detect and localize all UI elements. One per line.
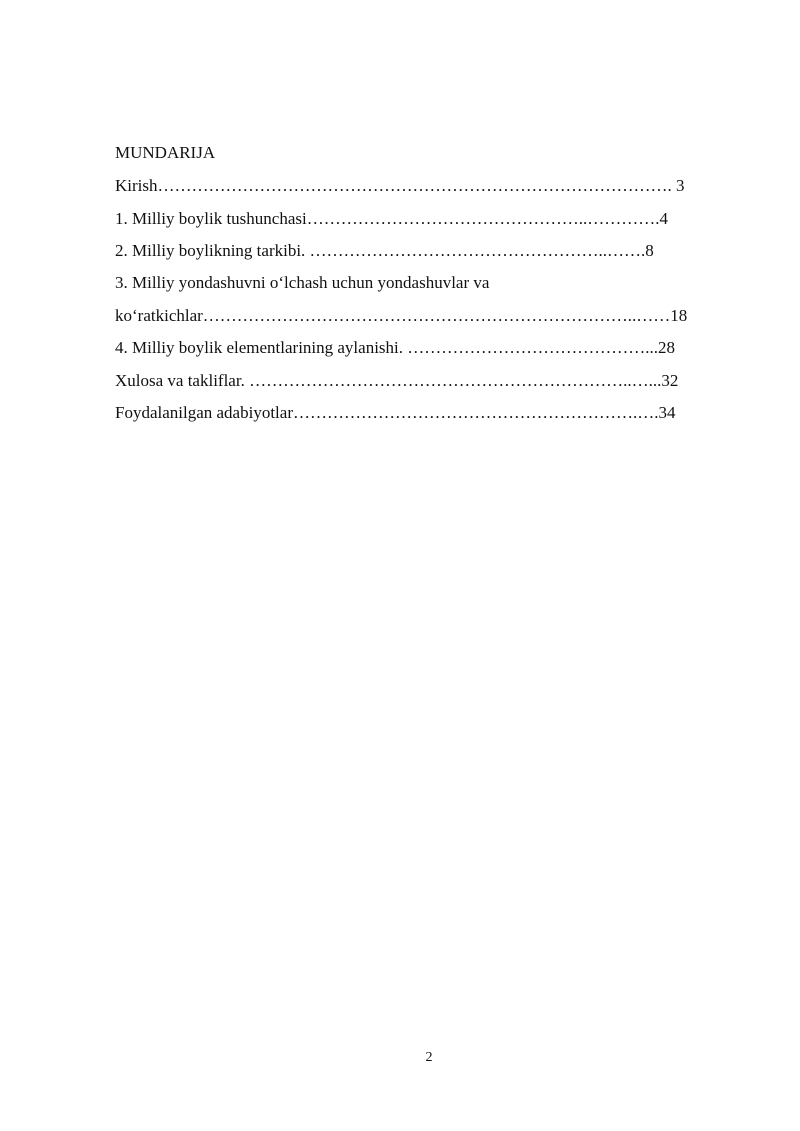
toc-heading: MUNDARIJA — [115, 143, 216, 162]
toc-entry-2: 2. Milliy boylikning tarkibi. ……………………………………………..…….8 — [115, 241, 654, 260]
toc-entry-3-line1: 3. Milliy yondashuvni oʻlchash uchun yondashuvlar va — [115, 273, 490, 292]
toc-entry-xulosa: Xulosa va takliflar. …………………………………………………………..…...32 — [115, 371, 679, 390]
page-number: 2 — [425, 1050, 433, 1065]
toc-entry-adabiyotlar: Foydalanilgan adabiyotlar…………………………………………………….….34 — [115, 403, 676, 422]
toc-entry-1: 1. Milliy boylik tushunchasi…………………………………………..………….4 — [115, 209, 668, 228]
toc-entry-3-line2: koʻratkichlar…………………………………………………………………..……18 — [115, 306, 688, 325]
toc-entry-kirish: Kirish………………………………………………………………………………. 3 — [115, 176, 685, 195]
toc-entry-4: 4. Milliy boylik elementlarining aylanishi. ……………………………………...28 — [115, 338, 676, 357]
